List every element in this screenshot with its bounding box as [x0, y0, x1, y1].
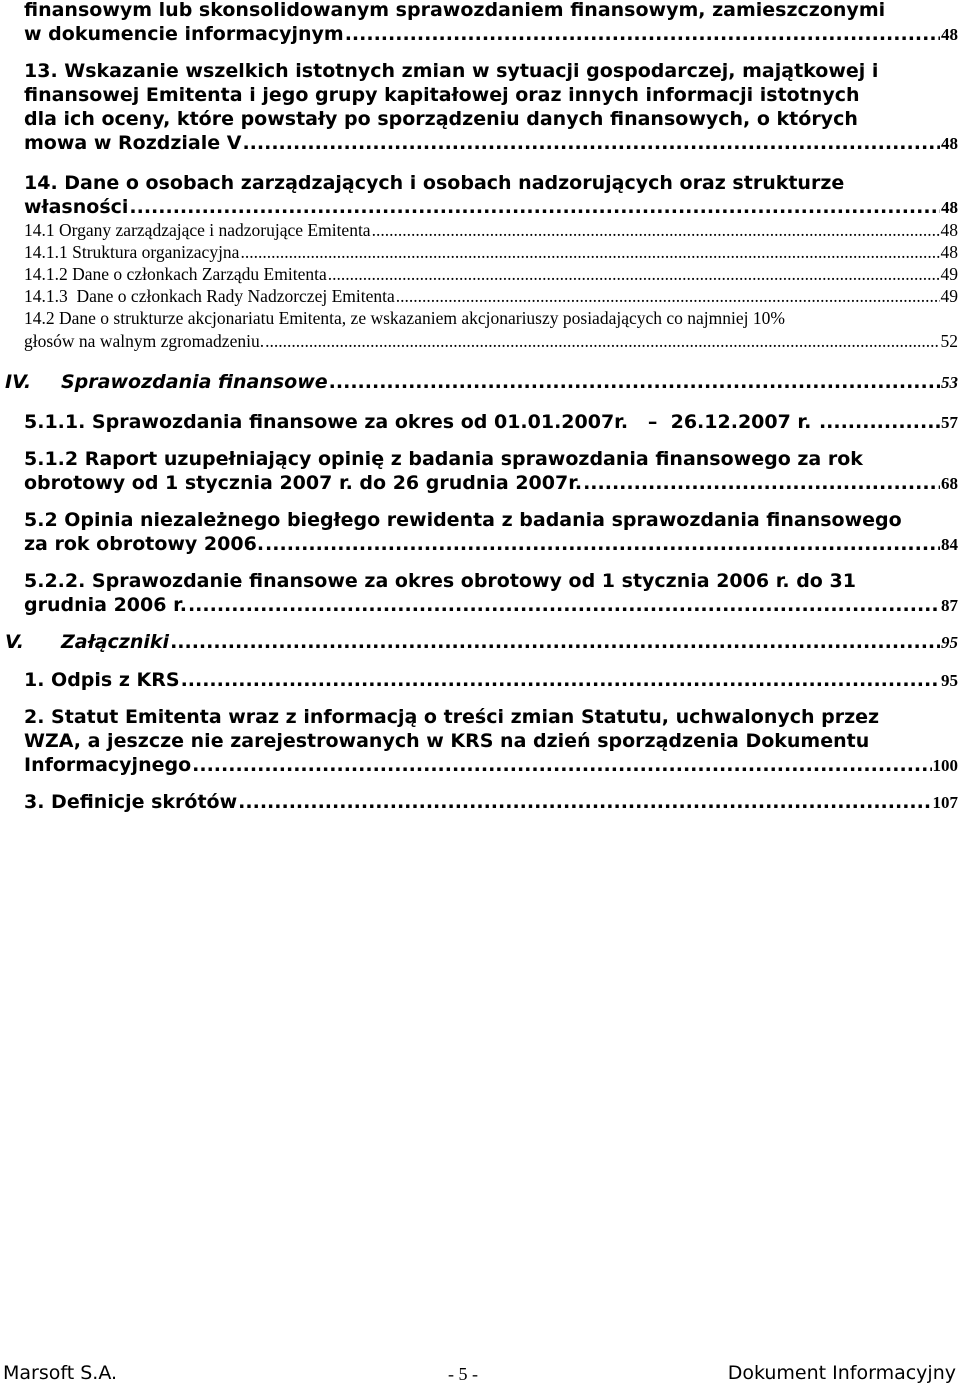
toc-page-number: 48: [941, 25, 958, 44]
toc-page-number: 53: [941, 373, 958, 392]
toc-entry[interactable]: [24, 508, 958, 557]
dot-leader: [265, 532, 940, 556]
toc-entry-text: 5.2.2. Sprawozdanie finansowe za okres obrotowy od 1 stycznia 2006 r. do 31: [24, 570, 856, 592]
dot-leader: [242, 131, 940, 155]
toc-entry[interactable]: [24, 447, 958, 496]
toc-page-number: 68: [941, 474, 958, 493]
toc-entry-text: finansowym lub skonsolidowanym sprawozdaniem finansowym, zamieszczonymi: [24, 0, 886, 21]
toc-page-number: 84: [941, 535, 958, 554]
dot-leader: [328, 264, 940, 285]
dot-leader: [329, 371, 940, 393]
footer-page-number: - 5 -: [448, 1364, 478, 1384]
section-number: IV.: [5, 371, 32, 393]
toc-entry-text: własności: [24, 196, 129, 218]
toc-page-number: 48: [940, 220, 958, 240]
toc-entry-text: 14. Dane o osobach zarządzających i osobach nadzorujących oraz strukturze: [24, 172, 845, 194]
toc-page-number: 107: [932, 793, 958, 812]
toc-page-number: 57: [941, 413, 958, 432]
dot-leader: [240, 242, 939, 263]
toc-entry[interactable]: [5, 631, 958, 653]
toc-entry-text: dla ich oceny, które powstały po sporządzeniu danych finansowych, o których: [24, 108, 858, 130]
toc-entry-text: 3. Definicje skrótów: [24, 791, 238, 813]
toc-entry[interactable]: [24, 705, 958, 778]
toc-entry-text: Sprawozdania finansowe: [61, 371, 328, 393]
toc-entry-text: obrotowy od 1 stycznia 2007 r. do 26 grudnia 2007r.: [24, 472, 583, 494]
toc-entry-text: 14.1 Organy zarządzające i nadzorujące Emitenta: [24, 220, 371, 240]
dot-leader: [396, 286, 940, 307]
toc-page-number: 52: [940, 331, 958, 351]
toc-page-number: 87: [941, 596, 958, 615]
dot-leader: [170, 631, 940, 653]
toc-entry[interactable]: [24, 668, 958, 693]
toc-entry-text: 14.2 Dane o strukturze akcjonariatu Emitenta, ze wskazaniem akcjonariuszy posiadających co najmniej 10%: [24, 308, 785, 328]
dot-leader: [372, 220, 940, 241]
toc-entry-text: grudnia 2006 r.: [24, 594, 187, 616]
toc-entry[interactable]: [24, 0, 958, 47]
dot-leader: [819, 410, 940, 434]
toc-entry-text: 14.1.1 Struktura organizacyjna: [24, 242, 240, 262]
toc-entry-text: WZA, a jeszcze nie zarejestrowanych w KRS na dzień sporządzenia Dokumentu: [24, 730, 870, 752]
toc-entry-text: za rok obrotowy 2006.: [24, 533, 265, 555]
toc-page-number: 48: [940, 242, 958, 262]
dot-leader: [188, 593, 940, 617]
dot-leader: [238, 790, 931, 814]
toc-entry[interactable]: [24, 220, 958, 241]
toc-entry[interactable]: [24, 410, 958, 435]
toc-page-number: 48: [941, 134, 958, 153]
toc-page-number: 48: [941, 198, 958, 217]
toc-entry[interactable]: [5, 371, 958, 393]
footer-document-title: Dokument Informacyjny: [727, 1362, 956, 1384]
toc-entry-text: 5.2 Opinia niezależnego biegłego rewidenta z badania sprawozdania finansowego: [24, 509, 902, 531]
toc-entry-text: głosów na walnym zgromadzeniu.: [24, 331, 265, 351]
footer-company: Marsoft S.A.: [3, 1362, 118, 1384]
toc-entry-text: mowa w Rozdziale V: [24, 132, 242, 154]
toc-entry-text: 5.1.2 Raport uzupełniający opinię z badania sprawozdania finansowego za rok: [24, 448, 863, 470]
toc-page-number: 100: [932, 756, 958, 775]
toc-entry-text: Załączniki: [61, 631, 170, 653]
toc-entry[interactable]: [24, 264, 958, 285]
toc-entry-text: 13. Wskazanie wszelkich istotnych zmian w sytuacji gospodarczej, majątkowej i: [24, 60, 879, 82]
dot-leader: [345, 22, 940, 46]
toc-entry-text: w dokumencie informacyjnym: [24, 23, 344, 45]
toc-entry[interactable]: [24, 307, 958, 353]
dot-leader: [181, 668, 940, 692]
toc-page-number: 49: [940, 286, 958, 306]
dot-leader: [129, 195, 940, 219]
toc-entry-text: finansowej Emitenta i jego grupy kapitałowej oraz innych informacji istotnych: [24, 84, 860, 106]
toc-entry-text: 5.1.1. Sprawozdania finansowe za okres od 01.01.2007r. – 26.12.2007 r.: [24, 411, 818, 433]
toc-page-number: 95: [941, 671, 958, 690]
toc-entry-text: 1. Odpis z KRS: [24, 669, 180, 691]
toc-entry[interactable]: [24, 790, 958, 815]
toc-page-number: 95: [941, 633, 958, 652]
dot-leader: [265, 330, 939, 353]
section-number: V.: [5, 631, 24, 653]
toc-entry-text: 2. Statut Emitenta wraz z informacją o treści zmian Statutu, uchwalonych przez: [24, 706, 880, 728]
toc-entry-text: Informacyjnego: [24, 754, 192, 776]
toc-entry[interactable]: [24, 59, 958, 156]
toc-entry[interactable]: [24, 569, 958, 618]
toc-page-number: 49: [940, 264, 958, 284]
dot-leader: [192, 753, 931, 777]
toc-entry-text: 14.1.3 Dane o członkach Rady Nadzorczej Emitenta: [24, 286, 395, 306]
toc-entry[interactable]: [24, 171, 958, 220]
toc-entry[interactable]: [24, 286, 958, 307]
dot-leader: [583, 471, 940, 495]
toc-entry[interactable]: [24, 242, 958, 263]
toc-entry-text: 14.1.2 Dane o członkach Zarządu Emitenta: [24, 264, 327, 284]
